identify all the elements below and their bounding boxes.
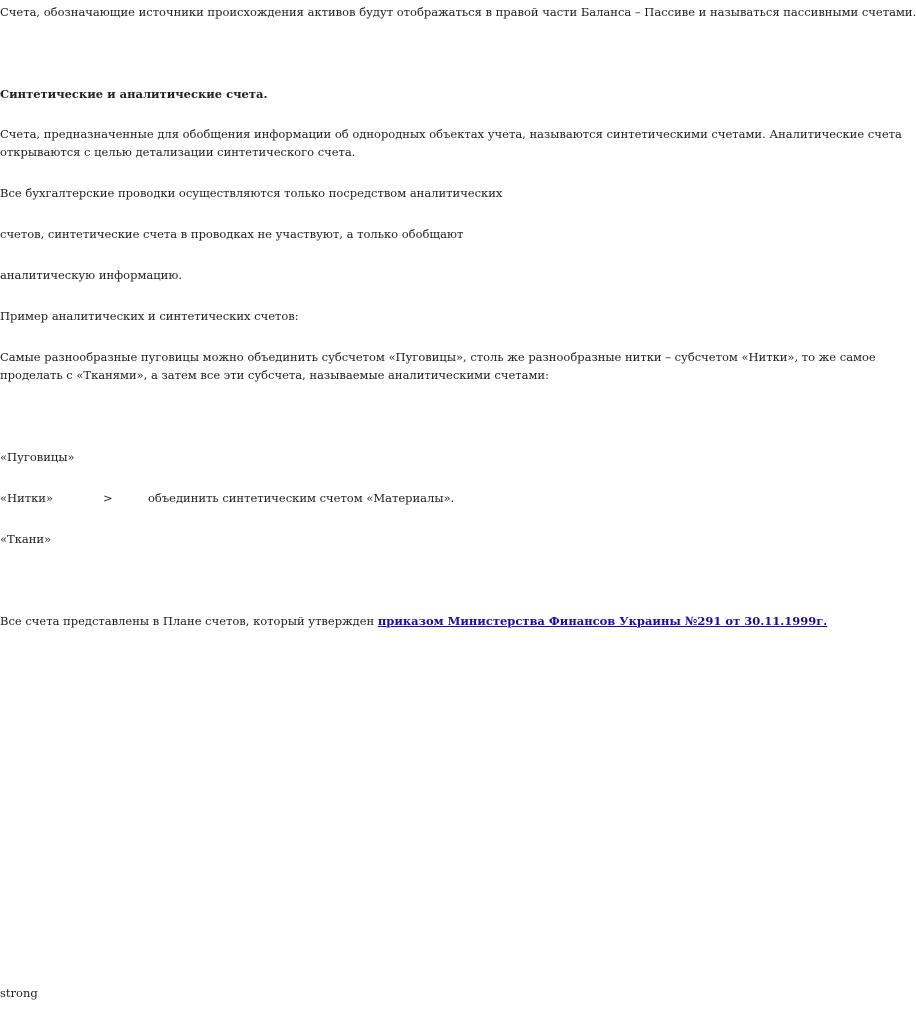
list-item-fabrics: «Ткани» <box>0 532 52 546</box>
chart-of-accounts-text: Все счета представлены в Плане счетов, который утвержден <box>0 614 378 628</box>
example-paragraph-line-2: проделать с «Тканями», а затем все эти субсчета, называемые аналитическими счетами: <box>0 368 549 382</box>
ministry-order-link[interactable]: приказом Министерства Финансов Украины №291 от 30.11.1999г. <box>377 614 828 628</box>
postings-paragraph-1: Все бухгалтерские проводки осуществляются только посредством аналитических <box>0 186 503 200</box>
example-intro: Пример аналитических и синтетических счетов: <box>0 309 299 323</box>
list-item-threads: «Нитки» <box>0 491 53 505</box>
strong-label: strong <box>0 986 38 1000</box>
passive-accounts-paragraph: Счета, обозначающие источники происхождения активов будут отображаться в правой части Баланса – Пассиве и называться пассивными счетами. <box>0 5 916 19</box>
chart-of-accounts-paragraph <box>0 612 827 630</box>
arrow-icon: > <box>103 491 113 505</box>
list-item-buttons: «Пуговицы» <box>0 450 75 464</box>
example-paragraph-line-1: Самые разнообразные пуговицы можно объединить субсчетом «Пуговицы», столь же разнообразные нитки – субсчетом «Нитки», то же самое <box>0 350 876 364</box>
definition-paragraph-line-1: Счета, предназначенные для обобщения информации об однородных объектах учета, называются синтетическими счетами. Аналитические счета <box>0 127 902 141</box>
definition-paragraph-line-2: открываются с целью детализации синтетического счета. <box>0 145 356 159</box>
postings-paragraph-3: аналитическую информацию. <box>0 268 182 282</box>
list-item-threads-row <box>0 489 600 507</box>
section-heading: Синтетические и аналитические счета. <box>0 87 268 101</box>
combine-text: объединить синтетическим счетом «Материалы». <box>148 491 455 505</box>
postings-paragraph-2: счетов, синтетические счета в проводках не участвуют, а только обобщают <box>0 227 464 241</box>
